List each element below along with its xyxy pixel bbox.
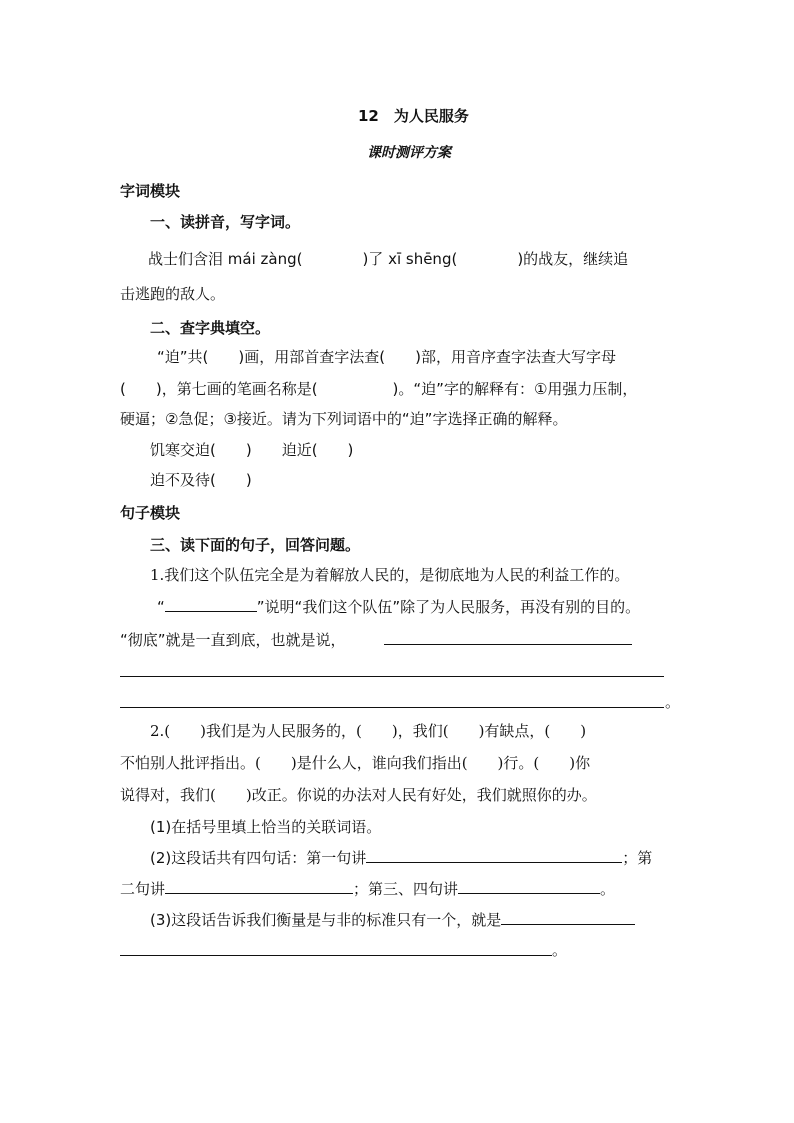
- quoted-sentence-1: 1.我们这个队伍完全是为着解放人民的，是彻底地为人民的利益工作的。: [150, 566, 630, 584]
- question-1-line: 战士们含泪 mái zàng( )了 xī shēng( )的战友，继续追: [148, 250, 629, 268]
- passage-2-line: 说得对，我们( )改正。你说的办法对人民有好处，我们就照你的办。: [120, 786, 597, 804]
- question-1-title: 一、读拼音，写字词。: [150, 213, 301, 231]
- question-2-line: ( )，第七画的笔画名称是( )。“迫”字的解释有：①用强力压制，: [120, 380, 638, 398]
- sub-question-2-text: ；第: [622, 849, 653, 867]
- sub-question-1: (1)在括号里填上恰当的关联词语。: [150, 818, 382, 836]
- sub-question-2: [150, 848, 652, 868]
- sub-question-3-text: (3)这段话告诉我们衡量是与非的标准只有一个，就是: [150, 911, 502, 929]
- question-2-line: 饥寒交迫( ) 迫近( ): [150, 441, 354, 459]
- section-heading-words: 字词模块: [120, 182, 181, 200]
- page-title: 12 为人民服务: [358, 107, 469, 125]
- end-mark: 。: [600, 880, 616, 898]
- section-heading-sentences: 句子模块: [120, 504, 181, 522]
- page-subtitle: 课时测评方案: [367, 145, 451, 161]
- question-2-title: 二、查字典填空。: [150, 319, 271, 337]
- question-2-line: 迫不及待( ): [150, 471, 252, 489]
- answer-blank[interactable]: [165, 879, 353, 894]
- question-3-line: [157, 597, 640, 617]
- answer-blank[interactable]: [366, 848, 622, 863]
- question-2-line: 硬逼；②急促；③接近。请为下列词语中的“迫”字选择正确的解释。: [120, 410, 568, 428]
- question-3-title: 三、读下面的句子，回答问题。: [150, 536, 361, 554]
- answer-line[interactable]: [384, 644, 632, 645]
- passage-2-line: 2.( )我们是为人民服务的，( )，我们( )有缺点，( ): [150, 722, 587, 740]
- passage-2-line: 不怕别人批评指出。( )是什么人，谁向我们指出( )行。( )你: [120, 754, 591, 772]
- answer-blank[interactable]: [501, 910, 635, 925]
- end-mark: 。: [552, 941, 568, 959]
- answer-line[interactable]: [120, 955, 552, 956]
- sub-question-2-text: ；第三、四句讲: [353, 880, 459, 898]
- open-quote: “: [157, 598, 165, 616]
- end-mark: 。: [665, 693, 681, 711]
- sub-question-3: [150, 910, 635, 930]
- answer-line[interactable]: [120, 676, 664, 677]
- answer-line[interactable]: [120, 707, 664, 708]
- question-1-line: 击逃跑的敌人。: [120, 285, 226, 303]
- question-2-line: “迫”共( )画，用部首查字法查( )部，用音序查字法查大写字母: [157, 348, 616, 366]
- answer-blank[interactable]: [165, 597, 257, 612]
- sub-question-2-text: 二句讲: [120, 880, 166, 898]
- question-3-line: “彻底”就是一直到底，也就是说，: [120, 631, 346, 649]
- sub-question-2-cont: [120, 879, 615, 899]
- sub-question-2-text: (2)这段话共有四句话：第一句讲: [150, 849, 367, 867]
- answer-blank[interactable]: [458, 879, 600, 894]
- question-3-text: ”说明“我们这个队伍”除了为人民服务，再没有别的目的。: [256, 598, 641, 616]
